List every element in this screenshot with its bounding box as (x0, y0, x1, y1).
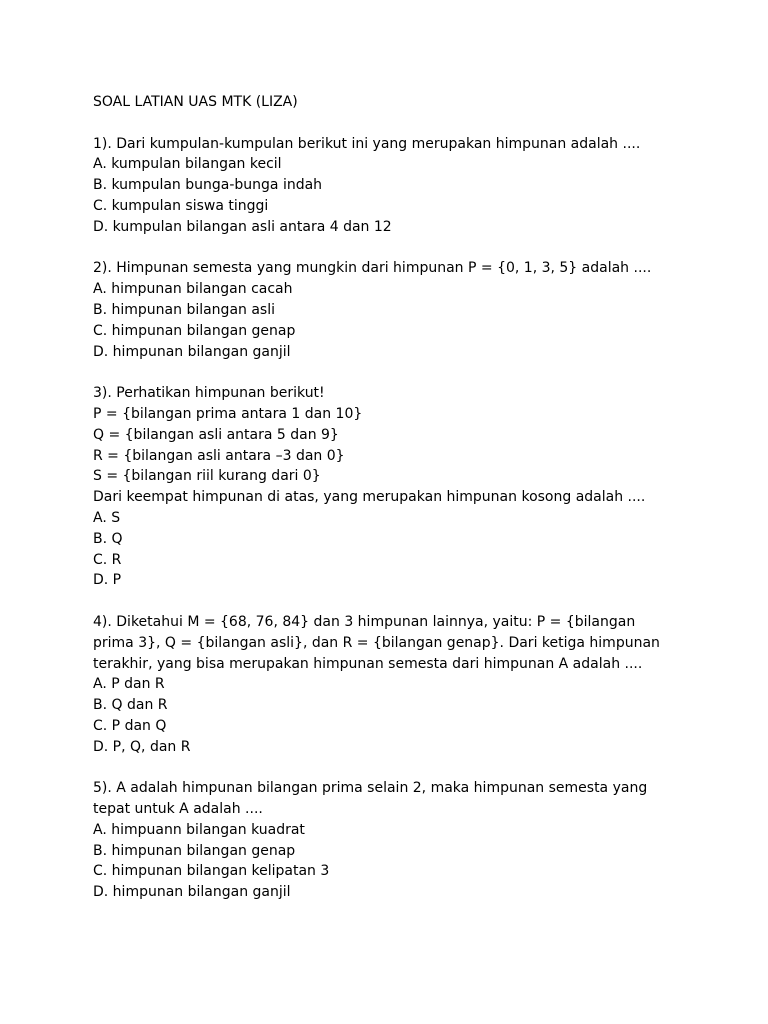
question-4 (93, 612, 693, 758)
question-2 (93, 258, 693, 362)
option-a: A. himpuann bilangan kuadrat (93, 821, 305, 838)
question-prompt: Dari keempat himpunan di atas, yang merupakan himpunan kosong adalah .... (93, 489, 646, 506)
option-d: D. P (93, 572, 122, 589)
option-d: D. himpunan bilangan ganjil (93, 884, 291, 901)
option-c: C. kumpulan siswa tinggi (93, 197, 269, 214)
option-c: C. R (93, 551, 122, 568)
option-c: C. himpunan bilangan genap (93, 322, 296, 339)
question-3 (93, 383, 693, 591)
option-b: B. kumpulan bunga-bunga indah (93, 177, 323, 194)
option-a: A. S (93, 509, 121, 526)
option-b: B. Q (93, 530, 123, 547)
question-text: 5). A adalah himpunan bilangan prima selain 2, maka himpunan semesta yang (93, 780, 648, 797)
option-c: C. P dan Q (93, 717, 167, 734)
set-definition-s: S = {bilangan riil kurang dari 0} (93, 468, 321, 485)
question-text: tepat untuk A adalah .... (93, 801, 263, 818)
document-title: SOAL LATIAN UAS MTK (LIZA) (93, 94, 298, 110)
question-text: 2). Himpunan semesta yang mungkin dari himpunan P = {0, 1, 3, 5} adalah .... (93, 260, 652, 277)
document-page (93, 92, 693, 924)
set-definition-r: R = {bilangan asli antara –3 dan 0} (93, 447, 345, 464)
question-text: 1). Dari kumpulan-kumpulan berikut ini yang merupakan himpunan adalah .... (93, 135, 641, 152)
option-b: B. Q dan R (93, 697, 168, 714)
question-text: 4). Diketahui M = {68, 76, 84} dan 3 himpunan lainnya, yaitu: P = {bilangan (93, 613, 636, 630)
option-a: A. himpunan bilangan cacah (93, 281, 293, 298)
option-d: D. himpunan bilangan ganjil (93, 343, 291, 360)
question-1 (93, 134, 693, 238)
question-text: 3). Perhatikan himpunan berikut! (93, 385, 325, 402)
option-a: A. kumpulan bilangan kecil (93, 156, 282, 173)
option-b: B. himpunan bilangan genap (93, 842, 296, 859)
option-d: D. kumpulan bilangan asli antara 4 dan 12 (93, 218, 392, 235)
option-a: A. P dan R (93, 676, 165, 693)
option-d: D. P, Q, dan R (93, 738, 191, 755)
set-definition-q: Q = {bilangan asli antara 5 dan 9} (93, 426, 339, 443)
set-definition-p: P = {bilangan prima antara 1 dan 10} (93, 405, 363, 422)
option-b: B. himpunan bilangan asli (93, 301, 275, 318)
question-5 (93, 778, 693, 903)
question-text: terakhir, yang bisa merupakan himpunan semesta dari himpunan A adalah .... (93, 655, 643, 672)
option-c: C. himpunan bilangan kelipatan 3 (93, 863, 330, 880)
question-text: prima 3}, Q = {bilangan asli}, dan R = {bilangan genap}. Dari ketiga himpunan (93, 634, 660, 651)
